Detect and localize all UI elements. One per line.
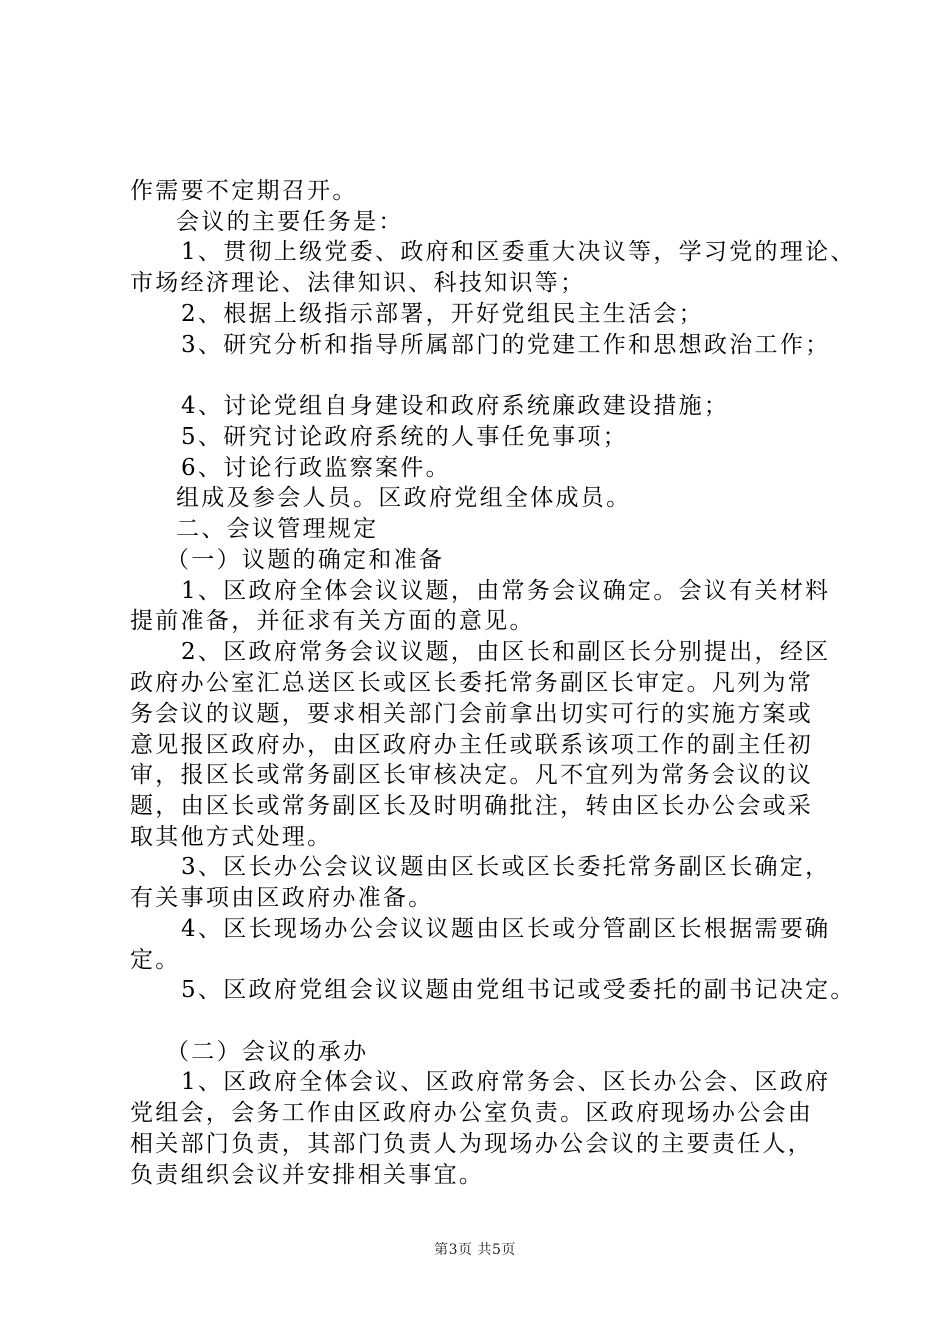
text-line: 有关事项由区政府办准备。 <box>130 885 434 911</box>
text-line: 会议的主要任务是： <box>176 209 404 235</box>
text-line: 题，由区长或常务副区长及时明确批注，转由区长办公会或采 <box>130 793 814 819</box>
text-line: 党组会，会务工作由区政府办公室负责。区政府现场办公会由 <box>130 1100 814 1126</box>
list-item: 4、区长现场办公会议议题由区长或分管副区长根据需要确 <box>181 916 831 942</box>
list-item: 2、区政府常务会议议题，由区长和副区长分别提出，经区 <box>181 639 831 665</box>
text-line: 提前准备，并征求有关方面的意见。 <box>130 608 535 634</box>
text-line: 审，报区长或常务副区长审核决定。凡不宜列为常务会议的议 <box>130 762 814 788</box>
text-line: 作需要不定期召开。 <box>130 178 358 204</box>
subsection-heading: （二）会议的承办 <box>166 1039 369 1065</box>
list-item: 4、讨论党组自身建设和政府系统廉政建设措施； <box>181 393 730 419</box>
list-item: 5、区政府党组会议议题由党组书记或受委托的副书记决定。 <box>181 977 856 1003</box>
text-line: 负责组织会议并安排相关事宜。 <box>130 1162 485 1188</box>
list-item: 3、区长办公会议议题由区长或区长委托常务副区长确定， <box>181 854 831 880</box>
section-heading: 二、会议管理规定 <box>176 516 379 542</box>
subsection-heading: （一）议题的确定和准备 <box>166 547 445 573</box>
text-line: 相关部门负责，其部门负责人为现场办公会议的主要责任人， <box>130 1131 814 1157</box>
text-line: 定。 <box>130 947 181 973</box>
list-item: 5、研究讨论政府系统的人事任免事项； <box>181 424 629 450</box>
text-line: 意见报区政府办，由区政府办主任或联系该项工作的副主任初 <box>130 732 814 758</box>
text-line: 市场经济理论、法律知识、科技知识等； <box>130 270 586 296</box>
text-line: 政府办公室汇总送区长或区长委托常务副区长审定。凡列为常 <box>130 670 814 696</box>
list-item: 1、贯彻上级党委、政府和区委重大决议等，学习党的理论、 <box>181 239 856 265</box>
list-item: 1、区政府全体会议议题，由常务会议确定。会议有关材料 <box>181 578 831 604</box>
text-line: 务会议的议题，要求相关部门会前拿出切实可行的实施方案或 <box>130 701 814 727</box>
list-item: 3、研究分析和指导所属部门的党建工作和思想政治工作； <box>181 332 831 358</box>
list-item: 1、区政府全体会议、区政府常务会、区长办公会、区政府 <box>181 1069 831 1095</box>
list-item: 6、讨论行政监察案件。 <box>181 455 451 481</box>
text-line: 取其他方式处理。 <box>130 824 333 850</box>
list-item: 2、根据上级指示部署，开好党组民主生活会； <box>181 301 704 327</box>
text-line: 组成及参会人员。区政府党组全体成员。 <box>176 485 632 511</box>
page-number: 第3页 共5页 <box>434 1242 516 1258</box>
